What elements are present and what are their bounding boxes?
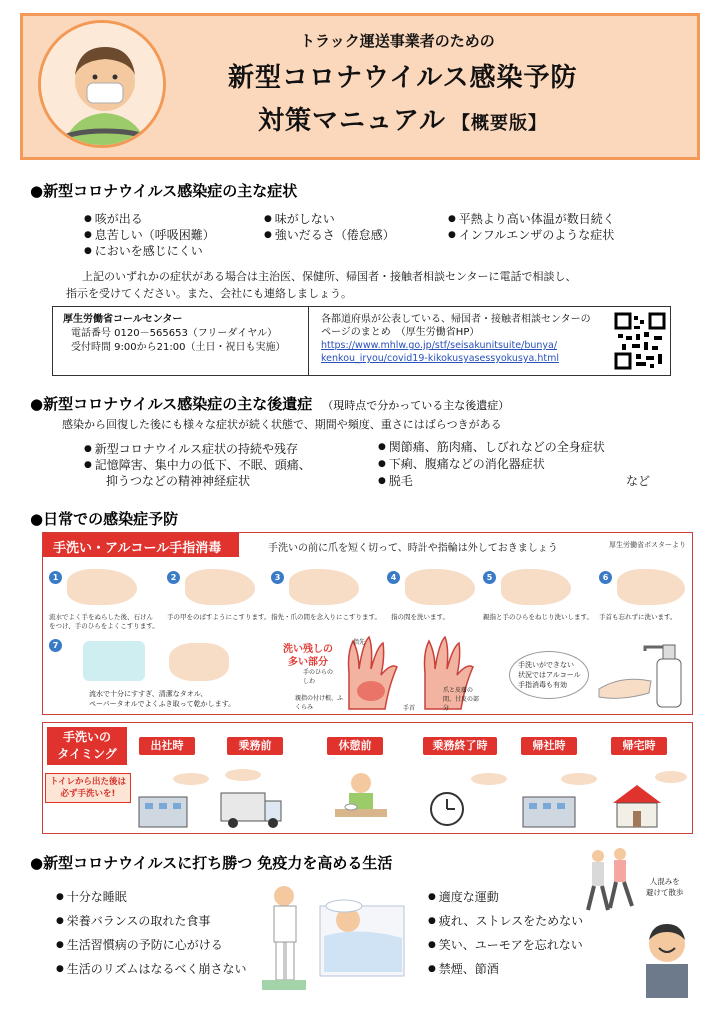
handwash-note: 手洗いの前に爪を短く切って、時計や指輪は外しておきましょう [268,543,558,554]
immunity-item: ● 禁煙、節酒 [428,960,499,977]
handwash-step [483,569,593,643]
header-title-text: 対策マニュアル [258,106,446,136]
missed-label: 手のひらのしわ [303,669,334,685]
step-caption: 流水でよく手をぬらした後、石けんをつけ、手のひらをよくこすります。 [49,613,159,630]
step-number: 6 [599,571,612,584]
handwash-panel [42,532,693,715]
step-number: 7 [49,639,62,652]
step7-caption-line1: 流水で十分にすすぎ、清潔なタオル、 [89,690,208,698]
immunity-item: ● 疲れ、ストレスをためない [428,912,583,929]
paper-towel-icon [83,641,145,681]
immunity-item: ● 栄養バランスの取れた食事 [56,912,210,929]
aftereffect-item: ● 脱毛 [378,472,413,489]
handwash-step [49,569,159,643]
step-caption: 指の間を洗います。 [391,613,449,621]
timing-item: 帰社時 [521,737,577,755]
consult-url-line2[interactable]: kenkou_iryou/covid19-kikokusyasessyokusya.html [321,353,559,364]
house-icon [613,771,687,827]
step7-caption-line2: ペーパータオルでよくふき取って乾かします。 [89,700,236,708]
hands-illustration [185,569,255,605]
symptom-item: ● 味がしない [264,210,335,227]
consult-url-line1[interactable]: https://www.mhlw.go.jp/stf/seisakunitsuite/bunya/ [321,340,558,351]
walk-line1: 人混みを [649,877,680,886]
office-building-icon [523,773,597,827]
truck-icon [221,769,281,828]
missed-label: 手首 [403,705,416,712]
clock-icon [431,773,507,825]
toilet-note-line1: トイレから出た後は [49,777,127,787]
handwash-step [387,569,489,643]
aftereffect-item: ● 新型コロナウイルス症状の持続や残存 [84,440,298,457]
call-center-info [53,307,309,375]
step-caption: 指先・爪の間を念入りにこすります。 [271,613,381,621]
symptom-item: ● においを感じにくい [84,242,203,259]
aftereffect-item: ● 関節痛、筋肉痛、しびれなどの全身症状 [378,438,605,455]
hands-illustration [67,569,137,605]
call-center-hours: 受付時間 9:00から21:00（土日・祝日も実施） [71,342,286,353]
walk-line2: 避けて散歩 [646,888,684,897]
toilet-note [45,773,131,803]
walking-couple-icon [580,846,640,916]
hands-towel-illustration [169,643,229,681]
exercise-and-sleep-illustration [258,876,408,1004]
alcohol-line1: 手洗いができない [518,661,574,669]
aftereffects-title-note: （現時点で分かっている主な後遺症） [322,399,510,412]
immunity-section-title: ●新型コロナウイルスに打ち勝つ 免疫力を高める生活 [30,854,393,872]
consult-center-info [321,313,611,365]
header-title-line1: 新型コロナウイルス感染予防 [228,63,578,93]
office-building-icon [139,773,209,827]
hands-illustration [617,569,685,605]
header-title-badge: 【概要版】 [451,113,547,134]
aftereffects-etc: など [626,474,651,488]
timing-item: 帰宅時 [611,737,667,755]
hands-illustration [289,569,359,605]
alcohol-dispenser-icon [591,631,689,711]
aftereffect-item-cont: 抑うつなどの精神神経症状 [106,474,251,488]
handwash-step [167,569,269,643]
immunity-item: ● 適度な運動 [428,888,499,905]
handwash-step [271,569,381,643]
header-title-line2 [258,100,547,137]
step-number: 5 [483,571,496,584]
symptoms-advice-line1: 上記のいずれかの症状がある場合は主治医、保健所、帰国者・接触者相談センターに電話で相談し、 [82,270,577,283]
handwash-timing-panel [42,722,693,834]
qr-code-icon[interactable] [614,312,666,370]
aftereffect-item: ● 下痢、腹痛などの消化器症状 [378,455,545,472]
missed-title-line2: 多い部分 [288,657,328,668]
contact-box [52,306,671,376]
timing-tag [47,727,127,765]
step-caption: 手首も忘れずに洗います。 [599,613,677,621]
missed-title-line1: 洗い残しの [283,644,333,655]
call-center-name: 厚生労働省コールセンター [63,314,183,325]
symptom-item: ● 息苦しい（呼吸困難） [84,226,215,243]
alcohol-line3: 手指消毒も有効 [518,681,567,689]
step-caption: 親指と手のひらをねじり洗いします。 [483,613,593,621]
step-number: 2 [167,571,180,584]
symptom-item: ● 平熱より高い体温が数日続く [448,210,615,227]
symptoms-section-title: ●新型コロナウイルス感染症の主な症状 [30,182,298,200]
meal-break-icon [335,773,387,817]
smiling-man-icon [638,918,696,998]
alcohol-line2: 状況ではアルコール [518,671,581,679]
immunity-item: ● 生活のリズムはなるべく崩さない [56,960,246,977]
prevention-section-title: ●日常での感染症予防 [30,510,179,528]
aftereffects-section-title [30,393,509,414]
consult-info-line2: ページのまとめ （厚生労働省HP） [321,327,480,338]
aftereffects-intro: 感染から回復した後にも様々な症状が続く状態で、期間や頻度、重さにはばらつきがある [62,418,502,431]
symptoms-advice-line2: 指示を受けてください。また、会社にも連絡しましょう。 [66,287,352,300]
consult-info-line1: 各都道府県が公表している、帰国者・接触者相談センターの [321,314,591,325]
driver-with-mask-illustration [38,20,166,148]
aftereffect-item: ● 記憶障害、集中力の低下、不眠、頭痛、 [84,456,311,473]
alcohol-bubble [509,651,589,699]
immunity-item: ● 生活習慣病の予防に心がける [56,936,223,953]
hands-illustration [501,569,571,605]
step-caption: 手の甲をのばすようにこすります。 [167,613,271,621]
step-number: 1 [49,571,62,584]
aftereffects-title-text: ●新型コロナウイルス感染症の主な後遺症 [30,395,313,413]
toilet-note-line2: 必ず手洗いを! [60,789,116,799]
timing-item: 出社時 [139,737,195,755]
missed-label: 親指の付け根、ふくらみ [295,695,344,711]
symptom-item: ● 強いだるさ（倦怠感） [264,226,395,243]
timing-illustrations [135,763,691,831]
header-subtitle: トラック運送事業者のための [300,32,495,50]
missed-label: 指先 [353,639,366,646]
hands-illustration [405,569,475,605]
walk-caption [646,876,684,898]
timing-item: 乗務終了時 [423,737,497,755]
timing-item: 休憩前 [327,737,383,755]
step-number: 4 [387,571,400,584]
call-center-phone: 電話番号 0120－565653（フリーダイヤル） [71,328,278,339]
immunity-item: ● 十分な睡眠 [56,888,127,905]
step7-caption [89,689,235,709]
timing-tag-line2: タイミング [57,747,117,761]
missed-label: 爪と皮膚の間、甘皮の部分 [443,687,480,712]
timing-item: 乗務前 [227,737,283,755]
handwash-label: 手洗い・アルコール手指消毒 [43,533,239,557]
timing-tag-line1: 手洗いの [62,730,111,744]
handwash-source: 厚生労働省ポスターより [609,541,686,549]
missed-parts-title [283,643,333,669]
step-number: 3 [271,571,284,584]
symptom-item: ● 咳が出る [84,210,143,227]
immunity-item: ● 笑い、ユーモアを忘れない [428,936,583,953]
symptom-item: ● インフルエンザのような症状 [448,226,614,243]
